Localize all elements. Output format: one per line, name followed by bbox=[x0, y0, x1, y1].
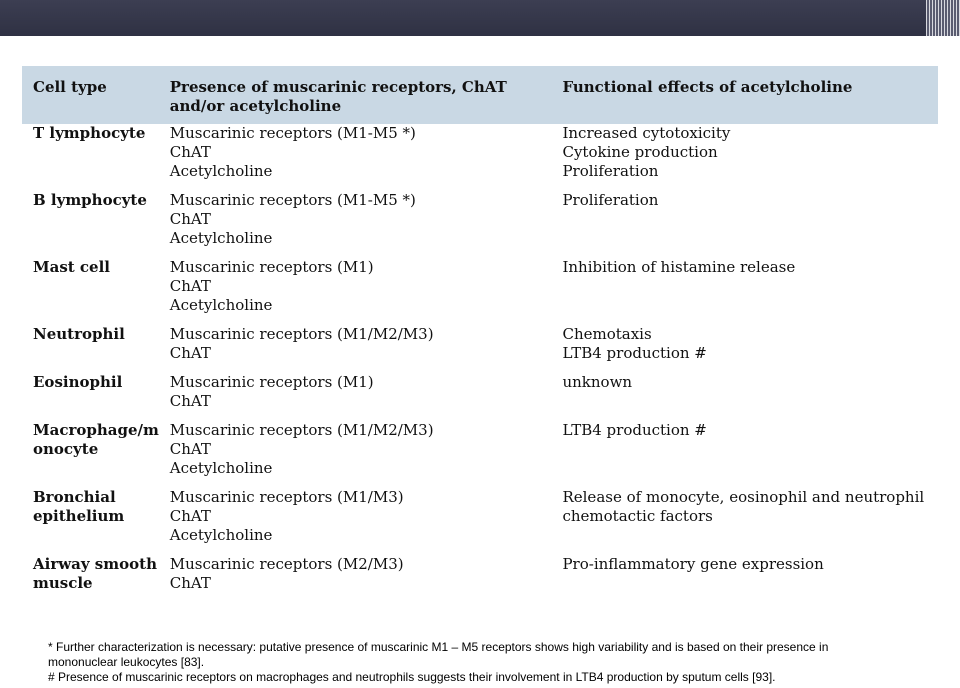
effects-cell-line: LTB4 production # bbox=[562, 344, 707, 362]
cell-type-cell bbox=[22, 555, 170, 622]
cell-type-cell-line: epithelium bbox=[33, 507, 125, 525]
cell-type-cell bbox=[22, 488, 170, 555]
cell-type-cell bbox=[22, 421, 170, 488]
footnote-star-line2: mononuclear leukocytes [83]. bbox=[48, 655, 205, 669]
header-cell-type: Cell type bbox=[22, 66, 170, 124]
table-row bbox=[22, 421, 938, 488]
presence-cell-line: ChAT bbox=[169, 392, 211, 410]
presence-cell-line: Muscarinic receptors (M1) bbox=[169, 373, 374, 391]
presence-cell bbox=[170, 124, 563, 191]
top-bar-stripes bbox=[926, 0, 960, 36]
presence-cell-line: ChAT bbox=[169, 507, 211, 525]
header-presence-line2: and/or acetylcholine bbox=[169, 97, 342, 115]
effects-cell-line: Release of monocyte, eosinophil and neutrophil bbox=[562, 488, 925, 506]
effects-cell bbox=[562, 191, 938, 258]
presence-cell bbox=[170, 488, 563, 555]
presence-cell-line: ChAT bbox=[169, 143, 211, 161]
effects-cell bbox=[562, 488, 938, 555]
presence-cell-line: Acetylcholine bbox=[169, 162, 273, 180]
presence-cell-line: Muscarinic receptors (M1/M2/M3) bbox=[169, 325, 434, 343]
table-row bbox=[22, 191, 938, 258]
presence-cell-line: Muscarinic receptors (M1/M2/M3) bbox=[169, 421, 434, 439]
cell-type-cell-line: Eosinophil bbox=[33, 373, 123, 391]
presence-cell-line: Acetylcholine bbox=[169, 296, 273, 314]
footnotes bbox=[22, 636, 938, 688]
effects-cell-line: LTB4 production # bbox=[562, 421, 707, 439]
effects-cell-line: chemotactic factors bbox=[562, 507, 713, 525]
presence-cell-line: Muscarinic receptors (M1-M5 *) bbox=[169, 191, 416, 209]
muscarinic-receptor-table bbox=[22, 66, 938, 622]
slide-top-bar bbox=[0, 0, 960, 36]
effects-cell bbox=[562, 555, 938, 622]
effects-cell-line: unknown bbox=[562, 373, 633, 391]
effects-cell bbox=[562, 258, 938, 325]
presence-cell-line: ChAT bbox=[169, 277, 211, 295]
cell-type-cell-line: muscle bbox=[33, 574, 93, 592]
effects-cell bbox=[562, 325, 938, 373]
presence-cell bbox=[170, 555, 563, 622]
table-row bbox=[22, 488, 938, 555]
cell-type-cell-line: Bronchial bbox=[33, 488, 116, 506]
presence-cell-line: ChAT bbox=[169, 344, 211, 362]
table-row bbox=[22, 373, 938, 421]
presence-cell-line: Muscarinic receptors (M1/M3) bbox=[169, 488, 404, 506]
cell-type-cell-line: Macrophage/m bbox=[33, 421, 159, 439]
cell-type-cell-line: B lymphocyte bbox=[33, 191, 147, 209]
table-header-row bbox=[22, 66, 938, 124]
effects-cell-line: Increased cytotoxicity bbox=[562, 124, 731, 142]
effects-cell-line: Cytokine production bbox=[562, 143, 718, 161]
cell-type-cell bbox=[22, 191, 170, 258]
effects-cell bbox=[562, 373, 938, 421]
table-row bbox=[22, 258, 938, 325]
presence-cell-line: Acetylcholine bbox=[169, 229, 273, 247]
muscarinic-table-container bbox=[22, 66, 938, 636]
header-presence bbox=[170, 66, 563, 124]
cell-type-cell-line: Neutrophil bbox=[33, 325, 125, 343]
table-row bbox=[22, 124, 938, 191]
presence-cell-line: Muscarinic receptors (M1-M5 *) bbox=[169, 124, 416, 142]
table-row bbox=[22, 555, 938, 622]
presence-cell bbox=[170, 421, 563, 488]
table-row bbox=[22, 325, 938, 373]
cell-type-cell-line: T lymphocyte bbox=[33, 124, 146, 142]
presence-cell-line: Acetylcholine bbox=[169, 459, 273, 477]
presence-cell-line: ChAT bbox=[169, 210, 211, 228]
presence-cell bbox=[170, 191, 563, 258]
cell-type-cell bbox=[22, 258, 170, 325]
effects-cell-line: Chemotaxis bbox=[562, 325, 652, 343]
presence-cell-line: Muscarinic receptors (M1) bbox=[169, 258, 374, 276]
cell-type-cell-line: Airway smooth bbox=[33, 555, 157, 573]
presence-cell bbox=[170, 373, 563, 421]
presence-cell-line: ChAT bbox=[169, 440, 211, 458]
cell-type-cell bbox=[22, 124, 170, 191]
effects-cell bbox=[562, 124, 938, 191]
presence-cell-line: Acetylcholine bbox=[169, 526, 273, 544]
footnote-star-line1: * Further characterization is necessary: putative presence of muscarinic M1 – M5 receptors shows high variability and is based on their presence in bbox=[48, 640, 829, 654]
header-presence-line1: Presence of muscarinic receptors, ChAT bbox=[169, 78, 507, 96]
presence-cell-line: Muscarinic receptors (M2/M3) bbox=[169, 555, 404, 573]
effects-cell-line: Inhibition of histamine release bbox=[562, 258, 796, 276]
effects-cell bbox=[562, 421, 938, 488]
table-body bbox=[22, 124, 938, 622]
presence-cell-line: ChAT bbox=[169, 574, 211, 592]
presence-cell bbox=[170, 325, 563, 373]
cell-type-cell bbox=[22, 325, 170, 373]
cell-type-cell-line: onocyte bbox=[33, 440, 99, 458]
effects-cell-line: Proliferation bbox=[562, 191, 659, 209]
effects-cell-line: Proliferation bbox=[562, 162, 659, 180]
cell-type-cell-line: Mast cell bbox=[33, 258, 110, 276]
header-effects: Functional effects of acetylcholine bbox=[562, 66, 938, 124]
presence-cell bbox=[170, 258, 563, 325]
effects-cell-line: Pro-inflammatory gene expression bbox=[562, 555, 824, 573]
cell-type-cell bbox=[22, 373, 170, 421]
footnote-hash: # Presence of muscarinic receptors on macrophages and neutrophils suggests their involvement in LTB4 production by sputum cells [93]. bbox=[48, 670, 776, 684]
